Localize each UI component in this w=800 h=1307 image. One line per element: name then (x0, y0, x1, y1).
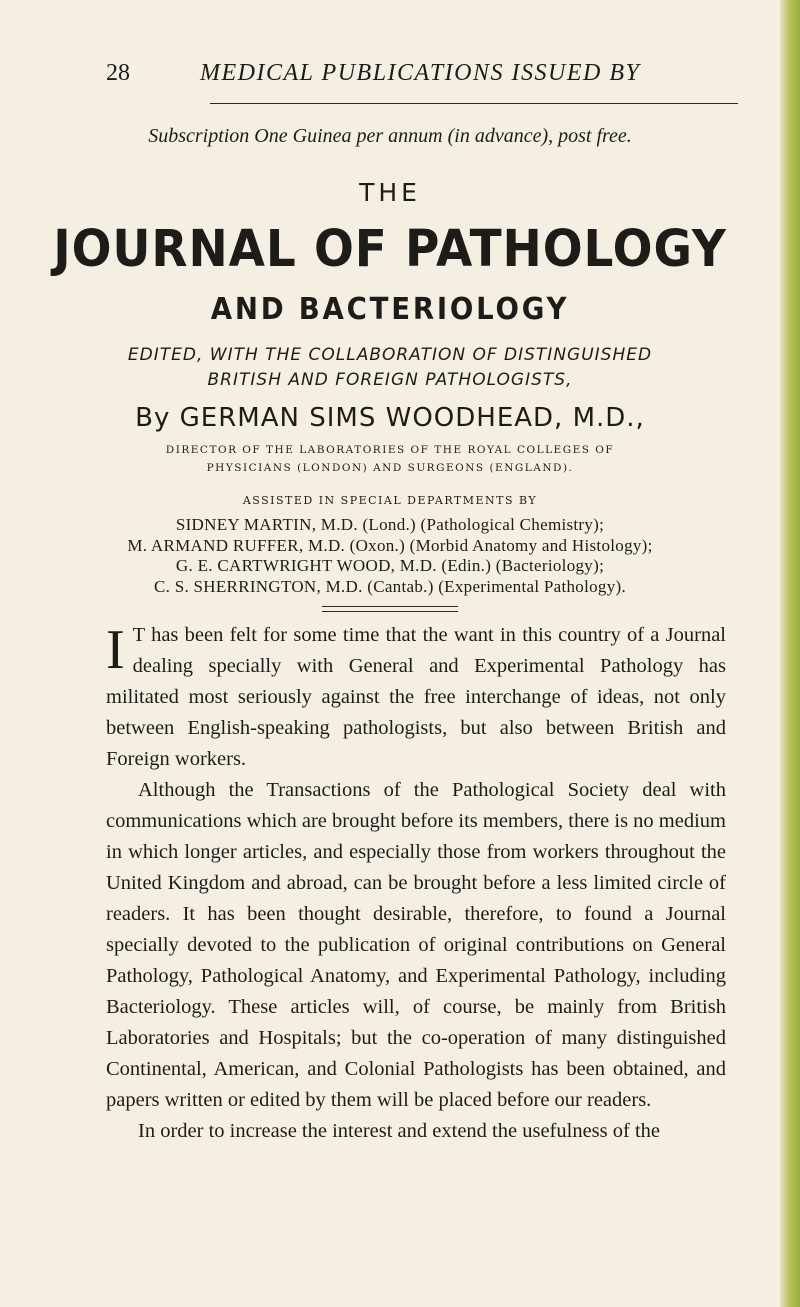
edited-line-1: EDITED, WITH THE COLLABORATION OF DISTINGUISHED (127, 345, 653, 365)
editor-title-2: PHYSICIANS (LONDON) AND SURGEONS (ENGLAND). (206, 462, 574, 474)
running-head: MEDICAL PUBLICATIONS ISSUED BY (200, 60, 641, 86)
editor-name: By GERMAN SIMS WOODHEAD, M.D., (135, 403, 645, 433)
paragraph-2: Although the Transactions of the Pathological Society deal with communications which are brought before its members, there is no medium in which longer articles, and especially those from workers throughout the United Kingdom and abroad, can be brought before a less limited circle of readers. It has been thought desirable, therefore, to found a Journal specially devoted to the publication of original contributions on General Pathology, Pathological Anatomy, and Experimental Pathology, including Bacteriology. These articles will, of course, be mainly from British Laboratories and Hospitals; but the co-operation of many distinguished Continental, American, and Colonial Pathologists has been obtained, and papers written or edited by them will be placed before our readers. (106, 779, 726, 1111)
edited-line-2: BRITISH AND FOREIGN PATHOLOGISTS, (207, 370, 573, 390)
page-edge (780, 0, 800, 1307)
assistant-2: M. ARMAND RUFFER, M.D. (Oxon.) (Morbid Anatomy and Histology); (127, 536, 653, 555)
section-double-rule (322, 606, 458, 612)
journal-subtitle: AND BACTERIOLOGY (210, 292, 570, 327)
assistant-3: G. E. CARTWRIGHT WOOD, M.D. (Edin.) (Bacteriology); (175, 556, 605, 575)
title-the: THE (359, 178, 421, 207)
paragraph-1 (106, 620, 726, 775)
assisted-heading: ASSISTED IN SPECIAL DEPARTMENTS BY (242, 494, 538, 507)
subscription-note: Subscription One Guinea per annum (in advance), post free. (148, 125, 632, 147)
assistant-4: C. S. SHERRINGTON, M.D. (Cantab.) (Experimental Pathology). (153, 577, 627, 596)
article-body (106, 620, 726, 1147)
page-header (0, 60, 780, 90)
paragraph-1-text: T has been felt for some time that the want in this country of a Journal dealing specially with General and Experimental Pathology has militated most seriously against the free interchange of ideas, not only between English-speaking pathologists, but also between British and Foreign workers. (106, 624, 726, 770)
header-rule (210, 103, 738, 104)
paragraph-3: In order to increase the interest and extend the usefulness of the (138, 1120, 660, 1142)
editor-title-1: DIRECTOR OF THE LABORATORIES OF THE ROYAL COLLEGES OF (165, 444, 615, 456)
drop-cap: I (106, 619, 125, 681)
assistant-1: SIDNEY MARTIN, M.D. (Lond.) (Pathological Chemistry); (175, 515, 605, 534)
journal-title: JOURNAL OF PATHOLOGY (53, 220, 727, 279)
page-number: 28 (106, 60, 130, 86)
